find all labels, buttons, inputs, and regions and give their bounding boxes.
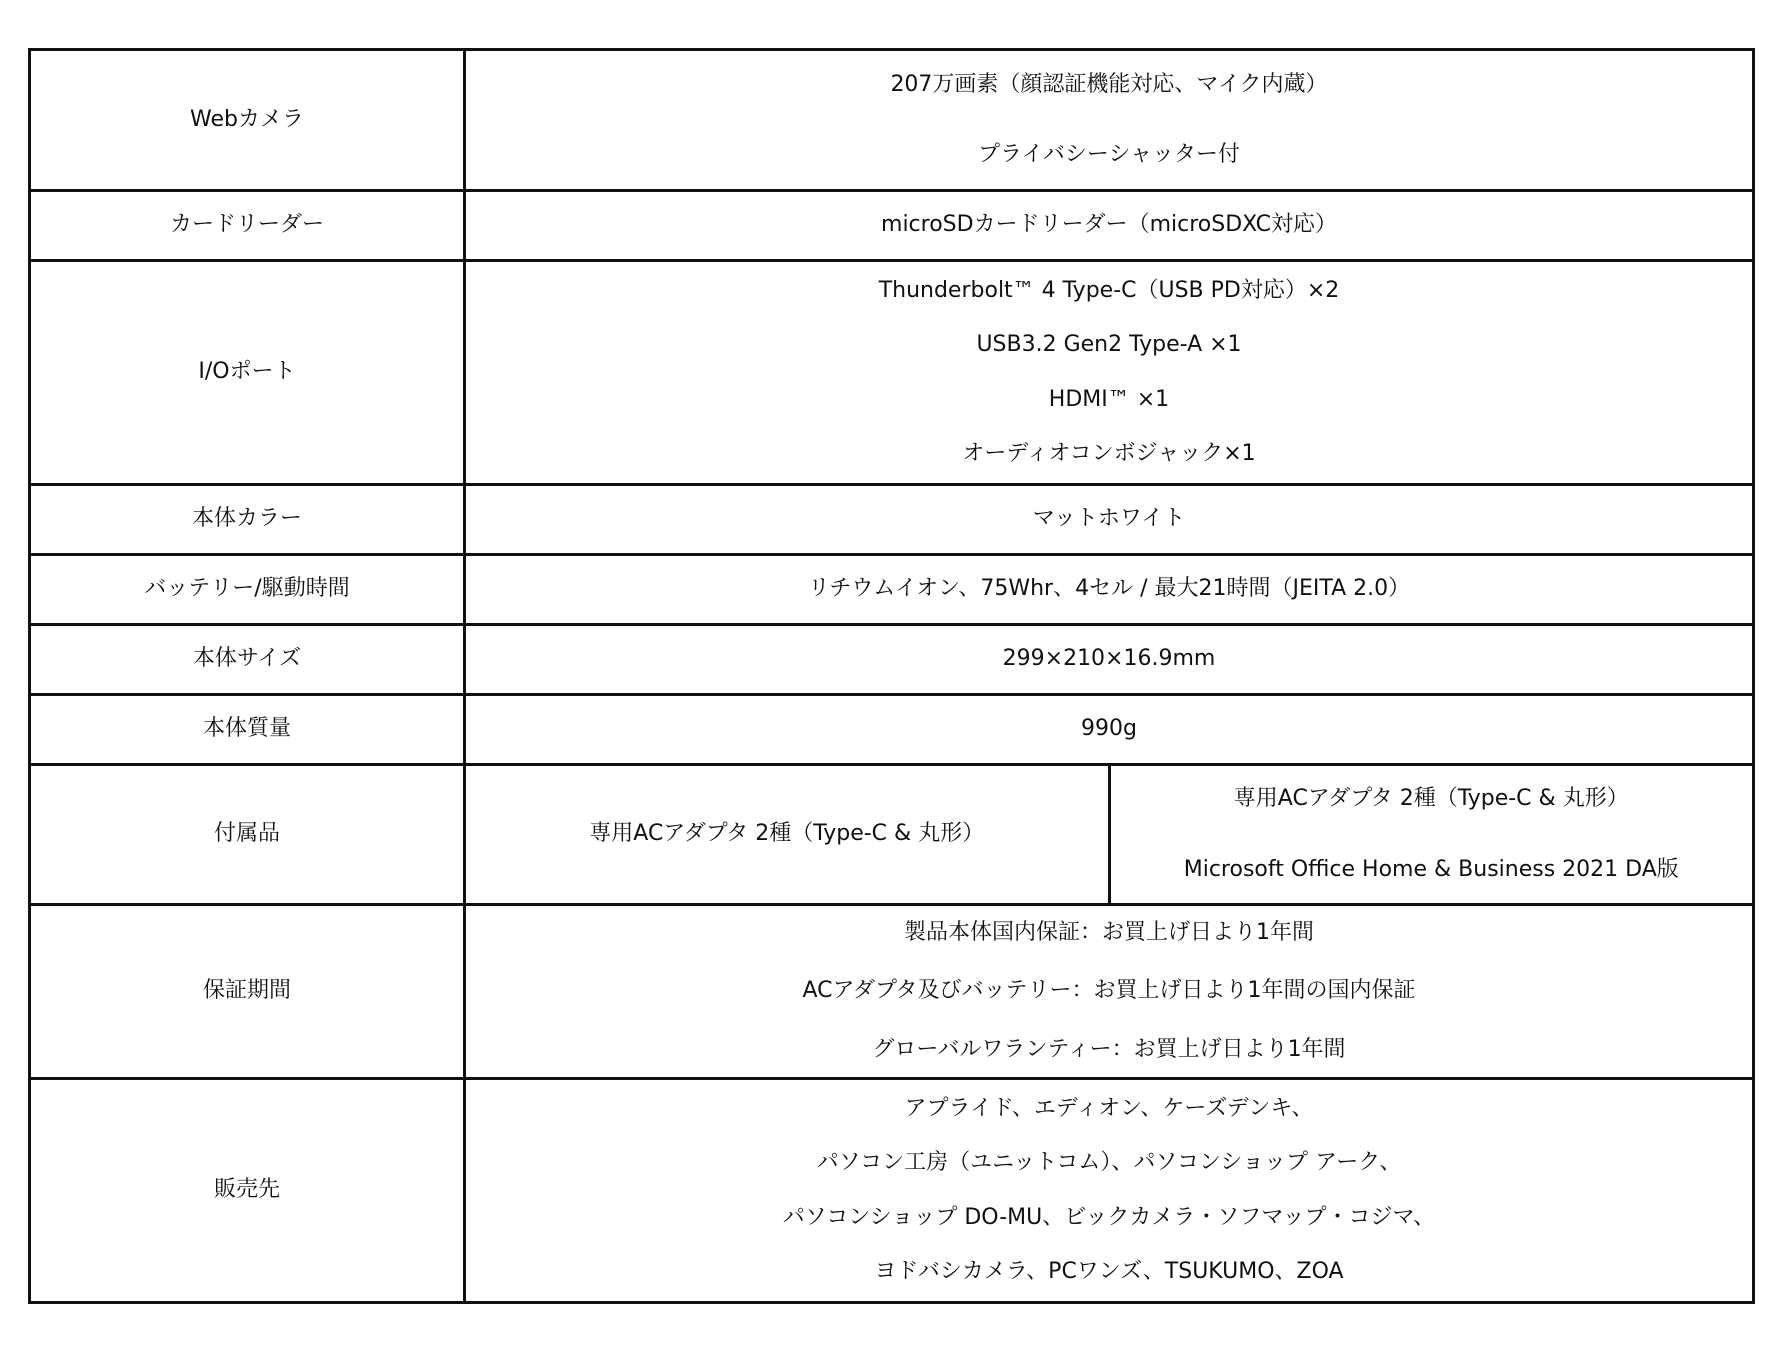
spec-value-line: パソコン工房（ユニットコム）、パソコンショップ アーク、	[816, 1150, 1402, 1176]
spec-value-line: HDMI™ ×1	[1048, 386, 1170, 412]
spec-value-line: 207万画素（顔認証機能対応、マイク内蔵）	[890, 71, 1328, 97]
spec-value-left	[465, 765, 1110, 905]
spec-label: 付属品	[30, 765, 465, 905]
spec-row-card-reader	[30, 191, 1754, 261]
spec-label: バッテリー/駆動時間	[30, 555, 465, 625]
spec-label: 本体カラー	[30, 485, 465, 555]
spec-value-line: 990g	[1081, 716, 1137, 742]
spec-row-warranty	[30, 905, 1754, 1079]
spec-value	[465, 191, 1754, 261]
spec-value-line: ACアダプタ及びバッテリー：お買上げ日より1年間の国内保証	[802, 978, 1416, 1004]
spec-value-line: プライバシーシャッター付	[977, 142, 1241, 167]
spec-label: 販売先	[30, 1079, 465, 1303]
spec-value-line: Microsoft Office Home & Business 2021 DA版	[1183, 856, 1679, 882]
spec-value-line: リチウムイオン、75Whr、4セル / 最大21時間（JEITA 2.0）	[807, 576, 1411, 602]
spec-label: カードリーダー	[30, 191, 465, 261]
spec-value	[465, 625, 1754, 695]
spec-row-webcam	[30, 50, 1754, 191]
spec-value-line: 299×210×16.9mm	[1002, 646, 1216, 672]
spec-row-body-size	[30, 625, 1754, 695]
spec-row-accessories	[30, 765, 1754, 905]
spec-value	[465, 485, 1754, 555]
spec-value	[465, 555, 1754, 625]
spec-row-body-color	[30, 485, 1754, 555]
spec-value-line: 専用ACアダプタ 2種（Type-C & 丸形）	[589, 821, 985, 847]
spec-label: 保証期間	[30, 905, 465, 1079]
spec-value-line: Thunderbolt™ 4 Type-C（USB PD対応）×2	[878, 277, 1340, 303]
spec-row-body-weight	[30, 695, 1754, 765]
spec-row-battery	[30, 555, 1754, 625]
spec-value	[465, 261, 1754, 485]
spec-label: I/Oポート	[30, 261, 465, 485]
spec-value-line: アプライド、エディオン、ケーズデンキ、	[904, 1095, 1314, 1121]
spec-value-right	[1109, 765, 1754, 905]
spec-value-line: オーディオコンボジャック×1	[962, 440, 1256, 466]
spec-row-io-ports	[30, 261, 1754, 485]
spec-value-line: microSDカードリーダー（microSDXC対応）	[881, 212, 1337, 238]
spec-value-line: グローバルワランティー：お買上げ日より1年間	[872, 1036, 1346, 1062]
spec-value	[465, 1079, 1754, 1303]
spec-value-line: USB3.2 Gen2 Type-A ×1	[976, 332, 1242, 358]
spec-row-sales	[30, 1079, 1754, 1303]
spec-label: 本体質量	[30, 695, 465, 765]
spec-value	[465, 695, 1754, 765]
spec-value	[465, 905, 1754, 1079]
spec-value-line: パソコンショップ DO-MU、ビックカメラ・ソフマップ・コジマ、	[782, 1204, 1436, 1230]
spec-label: Webカメラ	[30, 50, 465, 191]
spec-value-line: 専用ACアダプタ 2種（Type-C & 丸形）	[1233, 786, 1629, 812]
spec-value-line: マットホワイト	[1032, 506, 1186, 532]
spec-table	[28, 48, 1755, 1304]
spec-label: 本体サイズ	[30, 625, 465, 695]
spec-value-line: 製品本体国内保証：お買上げ日より1年間	[904, 919, 1314, 945]
spec-value	[465, 50, 1754, 191]
spec-value-line: ヨドバシカメラ、PCワンズ、TSUKUMO、ZOA	[874, 1258, 1344, 1284]
